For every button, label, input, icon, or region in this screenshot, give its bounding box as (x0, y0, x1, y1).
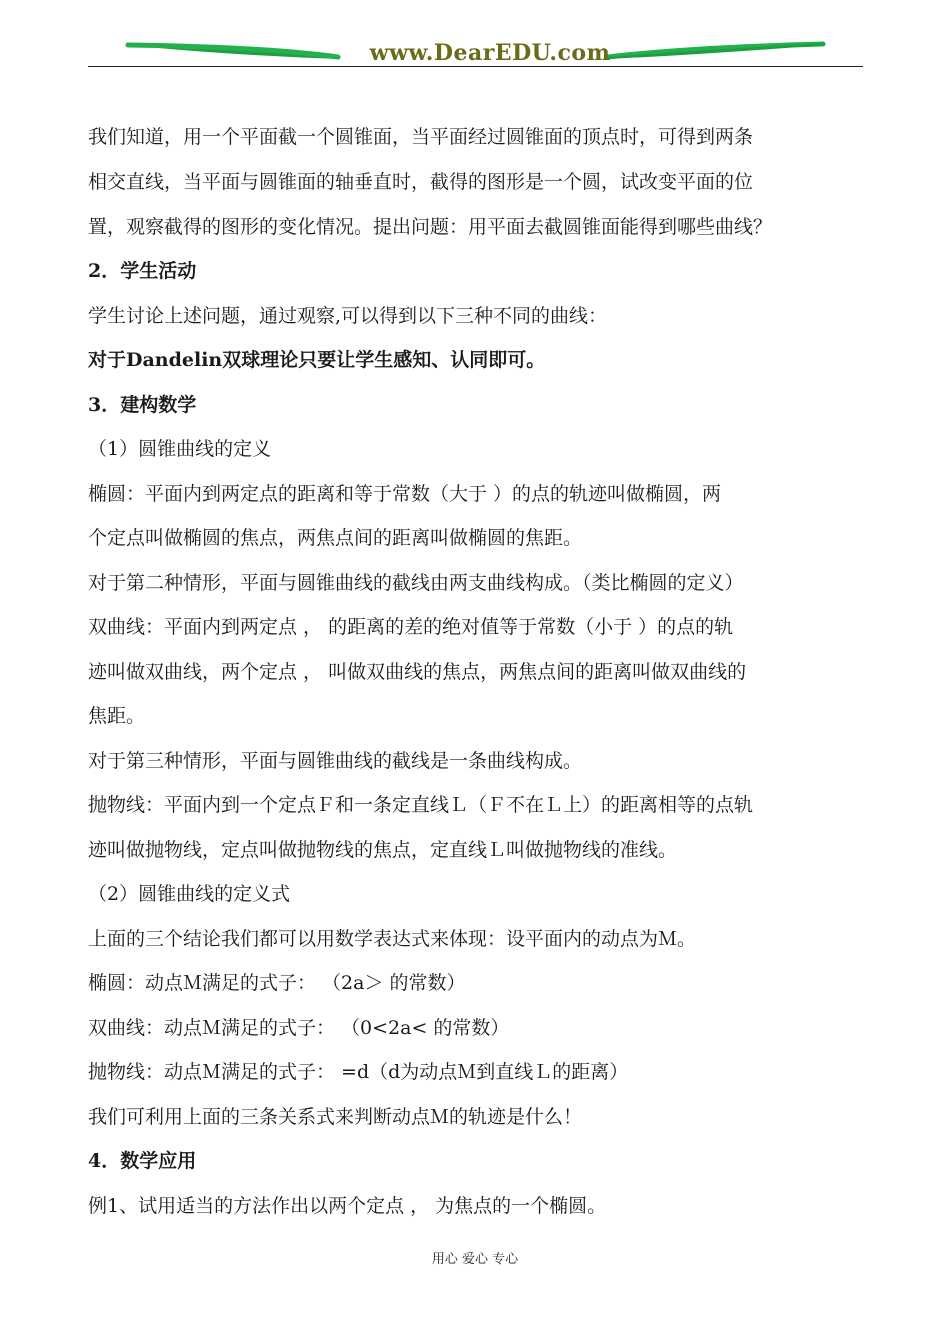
text-line: 椭圆：平面内到两定点的距离和等于常数（大于 ）的点的轨迹叫做椭圆，两 (88, 483, 722, 505)
text-line: 双曲线：平面内到两定点 ， 的距离的差的绝对值等于常数（小于 ）的点的轨 (88, 616, 734, 638)
text-line: 双曲线：动点Ｍ满足的式子： （0<2a< 的常数） (88, 1017, 510, 1039)
text-line: 置，观察截得的图形的变化情况。提出问题：用平面去截圆锥面能得到哪些曲线？ (88, 216, 773, 238)
text-line: 抛物线：动点Ｍ满足的式子： =d（d为动点Ｍ到直线Ｌ的距离） (88, 1061, 629, 1083)
section-heading: 4．数学应用 (88, 1150, 197, 1172)
text-line: 对于第三种情形，平面与圆锥曲线的截线是一条曲线构成。 (88, 750, 583, 772)
section-heading: 3．建构数学 (88, 394, 197, 416)
text-line: 抛物线：平面内到一个定点Ｆ和一条定直线Ｌ（Ｆ不在Ｌ上）的距离相等的点轨 (88, 794, 754, 816)
subsection-heading: （1）圆锥曲线的定义 (88, 438, 272, 460)
text-line: 我们可利用上面的三条关系式来判断动点Ｍ的轨迹是什么！ (88, 1106, 583, 1128)
page-footer: 用心 爱心 专心 (431, 1252, 519, 1267)
logo-text: www.DearEDU.com (369, 40, 611, 66)
text-line: 迹叫做抛物线，定点叫做抛物线的焦点，定直线Ｌ叫做抛物线的准线。 (88, 839, 678, 861)
text-line: 学生讨论上述问题，通过观察,可以得到以下三种不同的曲线： (88, 305, 608, 327)
text-line: 例1、试用适当的方法作出以两个定点 ， 为焦点的一个椭圆。 (88, 1195, 607, 1217)
text-line: 迹叫做双曲线，两个定点 ， 叫做双曲线的焦点，两焦点间的距离叫做双曲线的 (88, 661, 747, 683)
text-line: 我们知道，用一个平面截一个圆锥面，当平面经过圆锥面的顶点时，可得到两条 (88, 126, 754, 148)
section-heading: 2．学生活动 (88, 260, 197, 282)
header-rule (88, 66, 863, 67)
text-line: 个定点叫做椭圆的焦点，两焦点间的距离叫做椭圆的焦距。 (88, 527, 583, 549)
text-line: 椭圆：动点Ｍ满足的式子： （2a＞ 的常数） (88, 972, 466, 994)
text-line: 相交直线，当平面与圆锥面的轴垂直时，截得的图形是一个圆，试改变平面的位 (88, 171, 754, 193)
text-line: 焦距。 (88, 705, 146, 727)
text-line: 对于第二种情形，平面与圆锥曲线的截线由两支曲线构成。（类比椭圆的定义） (88, 572, 744, 594)
bold-note: 对于Dandelin双球理论只要让学生感知、认同即可。 (88, 349, 546, 371)
text-line: 上面的三个结论我们都可以用数学表达式来体现：设平面内的动点为Ｍ。 (88, 928, 697, 950)
subsection-heading: （2）圆锥曲线的定义式 (88, 883, 291, 905)
